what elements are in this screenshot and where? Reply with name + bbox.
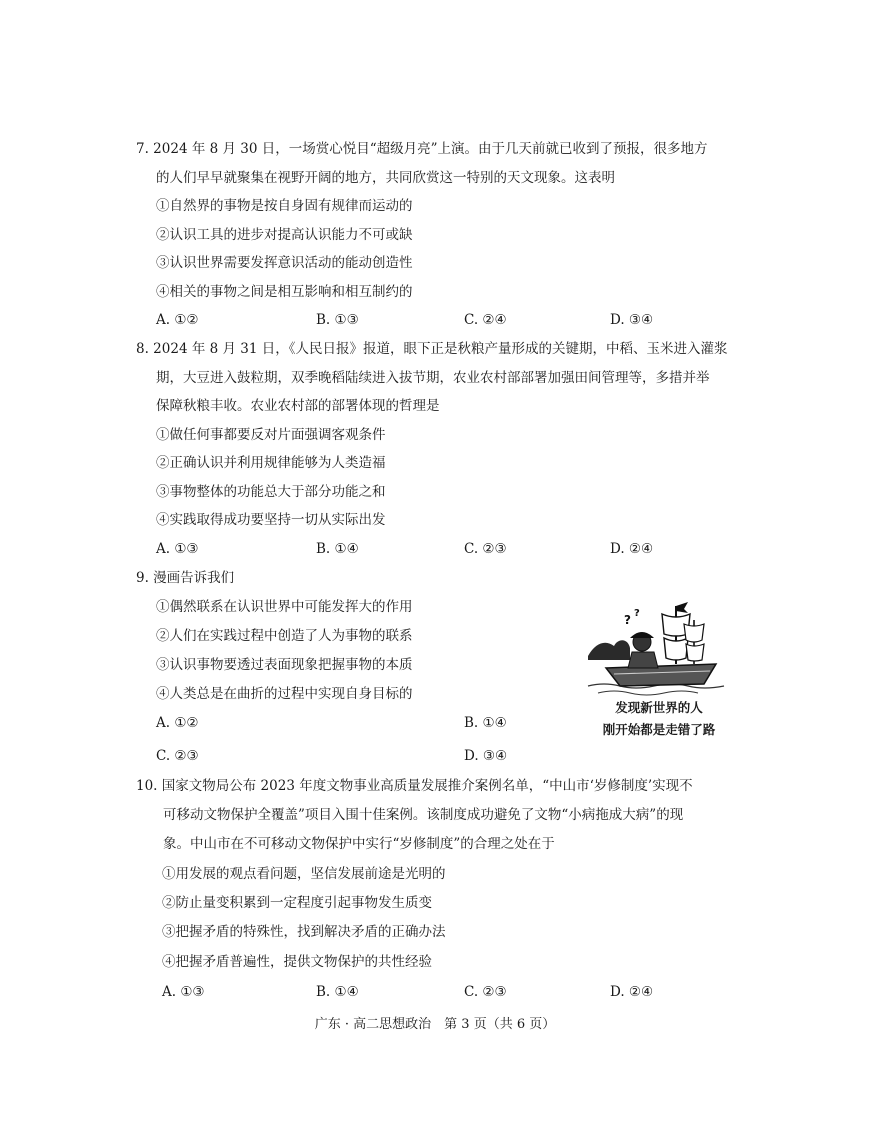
q7-stem-line-1: 7. 2024 年 8 月 30 日，一场赏心悦目“超级月亮”上演。由于几天前就已收到了预报，很多地方 xyxy=(136,141,708,157)
q7-option-a: A. ①② xyxy=(156,312,199,328)
q9-item-4: ④人类总是在曲折的过程中实现自身目标的 xyxy=(156,686,413,702)
page-footer: 广东 · 高二思想政治 第 3 页（共 6 页） xyxy=(314,1017,556,1032)
q10-item-4: ④把握矛盾普遍性，提供文物保护的共性经验 xyxy=(162,954,432,970)
q8-option-c: C. ②③ xyxy=(464,541,507,557)
q8-option-b: B. ①④ xyxy=(316,541,359,557)
q7-item-1: ①自然界的事物是按自身固有规律而运动的 xyxy=(156,198,413,214)
q8-item-2: ②正确认识并利用规律能够为人类造福 xyxy=(156,455,386,471)
q7-option-b: B. ①③ xyxy=(316,312,359,328)
q10-option-c: C. ②③ xyxy=(464,984,507,1000)
ship-cartoon xyxy=(584,598,734,746)
cartoon-caption-line-1: 发现新世界的人 xyxy=(615,700,703,715)
q10-stem-line-1: 10. 国家文物局公布 2023 年度文物事业高质量发展推介案例名单，“中山市‘岁修制度’实现不 xyxy=(136,778,693,794)
q10-option-a: A. ①③ xyxy=(162,984,205,1000)
q9-item-2: ②人们在实践过程中创造了人为事物的联系 xyxy=(156,628,413,644)
q9-item-1: ①偶然联系在认识世界中可能发挥大的作用 xyxy=(156,599,413,615)
q10-option-b: B. ①④ xyxy=(316,984,359,1000)
q9-option-d: D. ③④ xyxy=(464,748,508,764)
q9-option-b: B. ①④ xyxy=(464,715,507,731)
svg-text:?: ? xyxy=(624,613,631,627)
q10-stem-line-3: 象。中山市在不可移动文物保护中实行“岁修制度”的合理之处在于 xyxy=(163,836,555,852)
q8-option-d: D. ②④ xyxy=(610,541,654,557)
q7-item-2: ②认识工具的进步对提高认识能力不可或缺 xyxy=(156,227,413,243)
q7-option-c: C. ②④ xyxy=(464,312,507,328)
q8-stem-line-3: 保障秋粮丰收。农业农村部的部署体现的哲理是 xyxy=(156,398,440,414)
cartoon-caption-line-2: 刚开始都是走错了路 xyxy=(602,722,716,737)
q7-item-4: ④相关的事物之间是相互影响和相互制约的 xyxy=(156,284,413,300)
svg-text:?: ? xyxy=(634,608,640,619)
q10-stem-line-2: 可移动文物保护全覆盖”项目入围十佳案例。该制度成功避免了文物“小病拖成大病”的现 xyxy=(163,807,684,823)
q7-stem-line-2: 的人们早早就聚集在视野开阔的地方，共同欣赏这一特别的天文现象。这表明 xyxy=(156,170,615,186)
ship-illustration-icon xyxy=(584,598,734,698)
q10-option-d: D. ②④ xyxy=(610,984,654,1000)
q8-item-1: ①做任何事都要反对片面强调客观条件 xyxy=(156,427,386,443)
q10-item-1: ①用发展的观点看问题，坚信发展前途是光明的 xyxy=(162,866,446,882)
q8-item-4: ④实践取得成功要坚持一切从实际出发 xyxy=(156,512,386,528)
q9-stem-line-1: 9. 漫画告诉我们 xyxy=(136,570,235,586)
q8-stem-line-1: 8. 2024 年 8 月 31 日，《人民日报》报道，眼下正是秋粮产量形成的关键期，中稻、玉米进入灌浆 xyxy=(136,341,728,357)
q9-option-a: A. ①② xyxy=(156,715,199,731)
q8-item-3: ③事物整体的功能总大于部分功能之和 xyxy=(156,484,386,500)
q8-stem-line-2: 期，大豆进入鼓粒期，双季晚稻陆续进入拔节期，农业农村部部署加强田间管理等，多措并举 xyxy=(156,370,710,386)
q8-option-a: A. ①③ xyxy=(156,541,199,557)
q10-item-2: ②防止量变积累到一定程度引起事物发生质变 xyxy=(162,895,432,911)
q10-item-3: ③把握矛盾的特殊性，找到解决矛盾的正确办法 xyxy=(162,924,446,940)
q9-option-c: C. ②③ xyxy=(156,748,199,764)
q7-item-3: ③认识世界需要发挥意识活动的能动创造性 xyxy=(156,255,413,271)
q9-item-3: ③认识事物要透过表面现象把握事物的本质 xyxy=(156,657,413,673)
q7-option-d: D. ③④ xyxy=(610,312,654,328)
